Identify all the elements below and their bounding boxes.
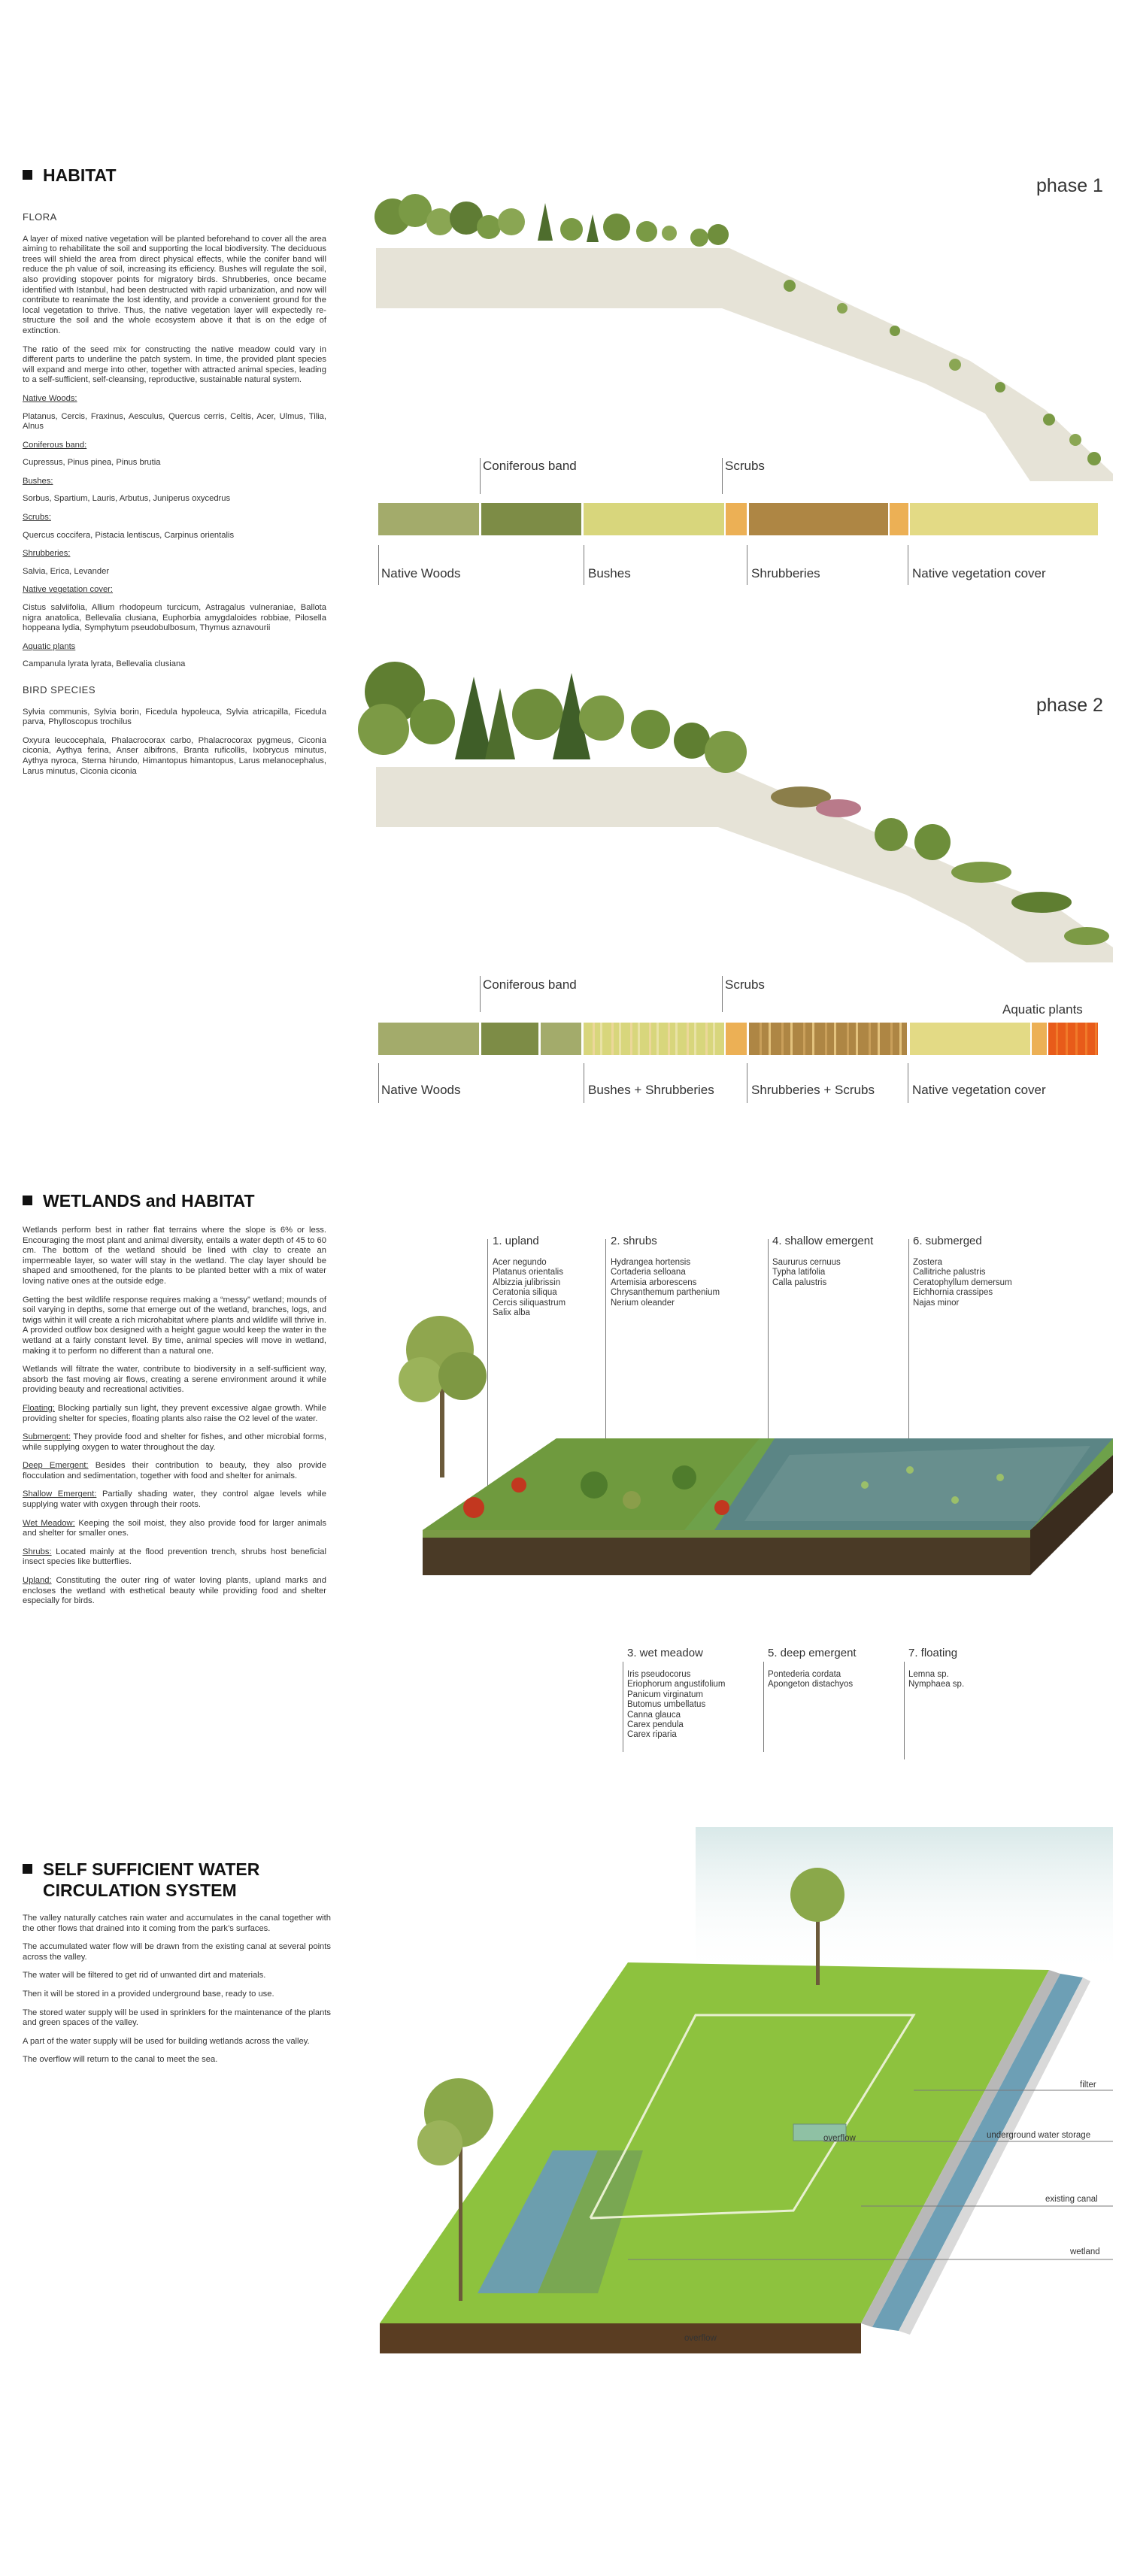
wetland-definition — [23, 1432, 326, 1453]
wetland-species: Canna glauca — [627, 1710, 681, 1720]
phase-1-section-illustration — [368, 180, 1113, 481]
wetland-definition — [23, 1461, 326, 1481]
wetland-species: Calla palustris — [772, 1277, 827, 1287]
bird-paragraph: Oxyura leucocephala, Phalacrocorax carbo, Phalacrocorax pygmeus, Ciconia ciconia, Aythya ferina, Anser albifrons, Branta ruficollis, Ixobrycus minutus, Aythya nyroca, Sterna hirundo, Himantopus himantopus, Larus melanocephalus, Larus minutus, Ciconia ciconia — [23, 735, 326, 776]
wetland-species: Ceratophyllum demersum — [913, 1277, 1012, 1287]
water-paragraph: The water will be filtered to get rid of unwanted dirt and materials. — [23, 1971, 266, 1980]
water-paragraph: A part of the water supply will be used for building wetlands across the valley. — [23, 2036, 310, 2046]
plant-group-species: Sorbus, Spartium, Lauris, Arbutus, Juniperus oxycedrus — [23, 494, 231, 504]
plant-group-label: Aquatic plants — [23, 641, 76, 651]
wetland-species: Eriophorum angustifolium — [627, 1680, 726, 1690]
wetland-tree — [399, 1316, 487, 1477]
wetland-species: Typha latifolia — [772, 1268, 826, 1277]
wetland-species: Albizzia julibrissin — [493, 1277, 561, 1287]
wetland-definition-term: Deep Emergent: — [23, 1461, 89, 1471]
label-filter: filter — [1080, 2080, 1096, 2090]
phase-1-color-band — [378, 503, 1098, 535]
wetland-zone-title: 7. floating — [908, 1647, 958, 1659]
wetland-definition-text: Partially shading water, they control algae levels while supplying water with oxygen through their roots. — [23, 1490, 326, 1510]
wetland-species: Saururus cernuus — [772, 1258, 841, 1267]
wetland-species: Carex pendula — [627, 1720, 684, 1730]
phase-1-label-native-cover: Native vegetation cover — [912, 566, 1046, 580]
heading-square-icon — [23, 1864, 32, 1874]
wetland-species: Cercis siliquastrum — [493, 1298, 566, 1308]
band-shrubberies-scrubs — [749, 1023, 907, 1055]
phase-2-label-native-cover: Native vegetation cover — [912, 1083, 1046, 1097]
habitat-text — [23, 212, 326, 785]
wetland-definition-term: Upland: — [23, 1576, 52, 1586]
wetland-species: Panicum virginatum — [627, 1690, 703, 1699]
band-aquatic — [1048, 1023, 1098, 1055]
wetland-definition-text: Besides their contribution to beauty, they also provide flocculation and sedimentation, together with food and shelter for animals. — [23, 1461, 326, 1480]
plant-group-label: Scrubs: — [23, 513, 51, 523]
wetlands-heading — [23, 1190, 255, 1211]
phase-1-label-coniferous: Coniferous band — [483, 459, 577, 473]
plant-group-species: Cupressus, Pinus pinea, Pinus brutia — [23, 458, 161, 468]
wetland-zone — [908, 1647, 964, 1690]
habitat-paragraph: The ratio of the seed mix for constructing the native meadow could vary in different parts to underline the patch system. In time, the provided plant species will expand and merge into other, together with attracted animal species, leading to a self-sufficient, self-cleansing, reproductive, sustainable natural system. — [23, 344, 326, 385]
plant-group-species: Campanula lyrata lyrata, Bellevalia clusiana — [23, 659, 186, 669]
water-title-line-2: CIRCULATION SYSTEM — [43, 1880, 237, 1900]
wetlands-title: WETLANDS and HABITAT — [43, 1191, 255, 1211]
wetland-species: Eichhornia crassipes — [913, 1288, 993, 1298]
wetland-definition-term: Shrubs: — [23, 1547, 52, 1556]
wetland-species: Platanus orientalis — [493, 1268, 563, 1277]
water-title-line-1: SELF SUFFICIENT WATER — [43, 1859, 260, 1879]
plant-group-species: Salvia, Erica, Levander — [23, 566, 110, 576]
phase-1-label-shrubberies: Shrubberies — [751, 566, 820, 580]
wetland-species: Callitriche palustris — [913, 1268, 986, 1277]
wetland-species: Nymphaea sp. — [908, 1680, 965, 1690]
wetland-species: Pontederia cordata — [768, 1670, 841, 1679]
wetland-definition-text: They provide food and shelter for fishes, and other microbial forms, while supplying oxygen to water throughout the day. — [23, 1432, 326, 1452]
wetland-species: Zostera — [913, 1258, 942, 1267]
phase-2-color-band — [378, 1023, 1098, 1055]
wetland-definitions — [23, 1404, 326, 1607]
wetlands-paragraph: Wetlands will filtrate the water, contribute to biodiversity in a self-sufficient way, absorb the fast moving air flows, creating a serene environment around it while providing beauty and recreational activities. — [23, 1365, 326, 1395]
wetland-species: Artemisia arborescens — [611, 1277, 697, 1287]
plant-group-species: Cistus salviifolia, Allium rhodopeum turcicum, Astragalus vulneraniae, Ballota nigra anatolica, Bellevalia clusiana, Euphorbia amygdaloides robbiae, Pilosella hoppeana lydia, Symphytum pseudobulbosum, Thymus aznavourii — [23, 603, 326, 633]
wetland-zone-title: 3. wet meadow — [627, 1647, 703, 1659]
wetland-block-illustration — [368, 1282, 1113, 1650]
flora-title: FLORA — [23, 211, 57, 223]
band-scrubs — [726, 1023, 747, 1055]
band-native-woods — [378, 503, 479, 535]
bird-species-title: BIRD SPECIES — [23, 684, 96, 696]
phase-1-label-native-woods: Native Woods — [381, 566, 461, 580]
water-paragraph: Then it will be stored in a provided underground base, ready to use. — [23, 1989, 274, 1999]
band-native-cover — [910, 1023, 1030, 1055]
wetland-definition — [23, 1404, 326, 1424]
band-native-cover — [910, 503, 1098, 535]
phase-2-section-illustration — [350, 647, 1113, 962]
band-bushes-shrubberies — [584, 1023, 724, 1055]
wetland-definition — [23, 1547, 326, 1568]
wetland-zone — [772, 1235, 873, 1288]
habitat-paragraph: A layer of mixed native vegetation will be planted beforehand to cover all the area aiming to rehabilitate the soil and supporting the local biodiversity. The deciduous trees will shield the area from direct physical effects, while the conifer band will reduce the ph value of soil, increasing its efficiency. Bushes will regulate the soil, also providing stopover points for migratory birds. Shrubberies, once became identified with Istanbul, had been destructed with rapid urbanization, and now will contribute to reanimate the lost identity, and provide a convenient ground for the local vegetation to thrive. Thus, the native vegetation layer will expectedly re-structure the soil and the whole ecosystem above it that is on the edge of extinction. — [23, 234, 326, 335]
wetland-zone-species-list — [908, 1670, 964, 1690]
bird-paragraph: Sylvia communis, Sylvia borin, Ficedula hypoleuca, Sylvia atricapilla, Ficedula parva, Phylloscopus trochilus — [23, 707, 326, 727]
band-scrubs — [890, 503, 908, 535]
wetland-species: Iris pseudocorus — [627, 1670, 691, 1679]
wetland-species: Cortaderia selloana — [611, 1268, 686, 1277]
wetland-zone-title: 2. shrubs — [611, 1235, 657, 1247]
plant-group-label: Coniferous band: — [23, 440, 87, 450]
heading-square-icon — [23, 1196, 32, 1205]
wetland-definition — [23, 1576, 326, 1607]
wetland-species: Apongeton distachyos — [768, 1680, 854, 1690]
plant-groups-list — [23, 394, 326, 670]
plant-group-label: Native Woods: — [23, 393, 77, 403]
wetland-definition — [23, 1490, 326, 1510]
wetlands-paragraph: Wetlands perform best in rather flat terrains where the slope is 6% or less. Encouraging the most plant and animal diversity, entails a water depth of 45 to 60 cm. The bottom of the wetland should be lined with clay to create an impermeable layer, so water will stay in the wetland. The clay layer should be shaped and smoothened, for the plants to be planted better with a mix of water loving native ones at the outside edge. — [23, 1226, 326, 1286]
phase-2-label-bushes-shrubberies: Bushes + Shrubberies — [588, 1083, 714, 1097]
wetland-species: Carex riparia — [627, 1730, 677, 1740]
wetland-definition-text: Constituting the outer ring of water loving plants, upland marks and encloses the wetland with esthetical beauty while providing food and shelter especially for birds. — [23, 1576, 326, 1606]
band-shrubberies — [749, 503, 888, 535]
wetland-species: Lemna sp. — [908, 1670, 949, 1679]
water-paragraph: The overflow will return to the canal to meet the sea. — [23, 2055, 218, 2065]
label-overflow: overflow — [684, 2334, 717, 2343]
label-underground-storage: underground water storage — [987, 2131, 1091, 2140]
phase-2-label-coniferous: Coniferous band — [483, 977, 577, 992]
water-text — [23, 1914, 331, 2074]
heading-square-icon — [23, 170, 32, 180]
plant-group-species: Quercus coccifera, Pistacia lentiscus, Carpinus orientalis — [23, 530, 235, 540]
band-coniferous — [481, 503, 581, 535]
band-scrubs — [726, 503, 747, 535]
wetland-zone-title: 5. deep emergent — [768, 1647, 857, 1659]
phase-1-label-bushes: Bushes — [588, 566, 631, 580]
wetland-zone-title: 1. upland — [493, 1235, 539, 1247]
wetlands-text — [23, 1226, 326, 1615]
wetland-zone-species-list — [627, 1670, 725, 1741]
plant-group-label: Shrubberies: — [23, 549, 71, 559]
water-heading — [23, 1859, 259, 1901]
wetland-definition-text: Blocking partially sun light, they prevent excessive algae growth. While providing shelter for species, floating plants also raise the O2 level of the water. — [23, 1403, 326, 1423]
phase-1-label-scrubs: Scrubs — [725, 459, 765, 473]
wetland-zone-title: 6. submerged — [913, 1235, 982, 1247]
water-system-illustration — [372, 1827, 1113, 2368]
habitat-title: HABITAT — [43, 165, 117, 185]
wetland-zone-title: 4. shallow emergent — [772, 1235, 874, 1247]
wetland-species: Butomus umbellatus — [627, 1700, 706, 1710]
band-coniferous — [481, 1023, 538, 1055]
wetland-species: Nerium oleander — [611, 1298, 675, 1308]
wetland-zone — [768, 1647, 857, 1690]
wetland-definition-term: Submergent: — [23, 1432, 71, 1442]
label-wetland: wetland — [1070, 2247, 1100, 2256]
label-existing-canal: existing canal — [1045, 2195, 1098, 2204]
wetland-definition-term: Wet Meadow: — [23, 1518, 75, 1528]
wetland-zone — [627, 1647, 725, 1741]
wetland-definition-term: Floating: — [23, 1403, 55, 1413]
wetland-zone-species-list — [768, 1670, 857, 1690]
band-native-woods — [378, 1023, 479, 1055]
band-scrubs — [1032, 1023, 1047, 1055]
band-native-woods — [541, 1023, 581, 1055]
phase-2-label-native-woods: Native Woods — [381, 1083, 461, 1097]
water-paragraph: The accumulated water flow will be drawn from the existing canal at several points across the valley. — [23, 1942, 331, 1962]
wetland-species: Ceratonia siliqua — [493, 1288, 557, 1298]
wetlands-paragraph: Getting the best wildlife response requires making a “messy” wetland; mounds of soil varying in depths, some that emerge out of the wetland, branches, logs, and twigs within it will create a rich microhabitat where plants and wildlife will thrive in. A provided outflow box designed with a height gague would keep the water in the wetland at a fairly constant level. By time, animal species will move in wetland, making it to perform no different than a natural one. — [23, 1295, 326, 1356]
plant-group-label: Bushes: — [23, 476, 53, 486]
phase-2-label-scrubs: Scrubs — [725, 977, 765, 992]
wetland-species: Chrysanthemum parthenium — [611, 1288, 720, 1298]
plant-group-species: Platanus, Cercis, Fraxinus, Aesculus, Quercus cerris, Celtis, Acer, Ulmus, Tilia, Alnus — [23, 411, 326, 432]
phase-1-trees — [374, 194, 1101, 465]
plant-group-label: Native vegetation cover: — [23, 585, 114, 595]
band-bushes — [584, 503, 724, 535]
wetland-definition-term: Shallow Emergent: — [23, 1490, 97, 1499]
label-overflow: overflow — [823, 2134, 856, 2143]
water-paragraph: The valley naturally catches rain water and accumulates in the canal together with the other flows that drained into it coming from the park’s surfaces. — [23, 1914, 331, 1933]
wetland-species: Acer negundo — [493, 1258, 547, 1267]
wetland-species: Hydrangea hortensis — [611, 1258, 691, 1267]
water-paragraph: The stored water supply will be used in sprinklers for the maintenance of the plants and green spaces of the valley. — [23, 2008, 331, 2028]
wetland-species: Najas minor — [913, 1298, 960, 1308]
wetland-definition — [23, 1519, 326, 1539]
phase-1-title: phase 1 — [1036, 175, 1103, 196]
wetland-definition-text: Located mainly at the flood prevention trench, shrubs host beneficial insect species like butterflies. — [23, 1547, 326, 1567]
habitat-heading — [23, 165, 117, 186]
wetland-definition-text: Keeping the soil moist, they also provide food for larger animals and shelter for smaller ones. — [23, 1518, 326, 1538]
phase-2-label-shrubberies-scrubs: Shrubberies + Scrubs — [751, 1083, 875, 1097]
wetland-species: Salix alba — [493, 1308, 530, 1318]
phase-2-title: phase 2 — [1036, 695, 1103, 716]
phase-2-label-aquatic: Aquatic plants — [1002, 1002, 1083, 1017]
